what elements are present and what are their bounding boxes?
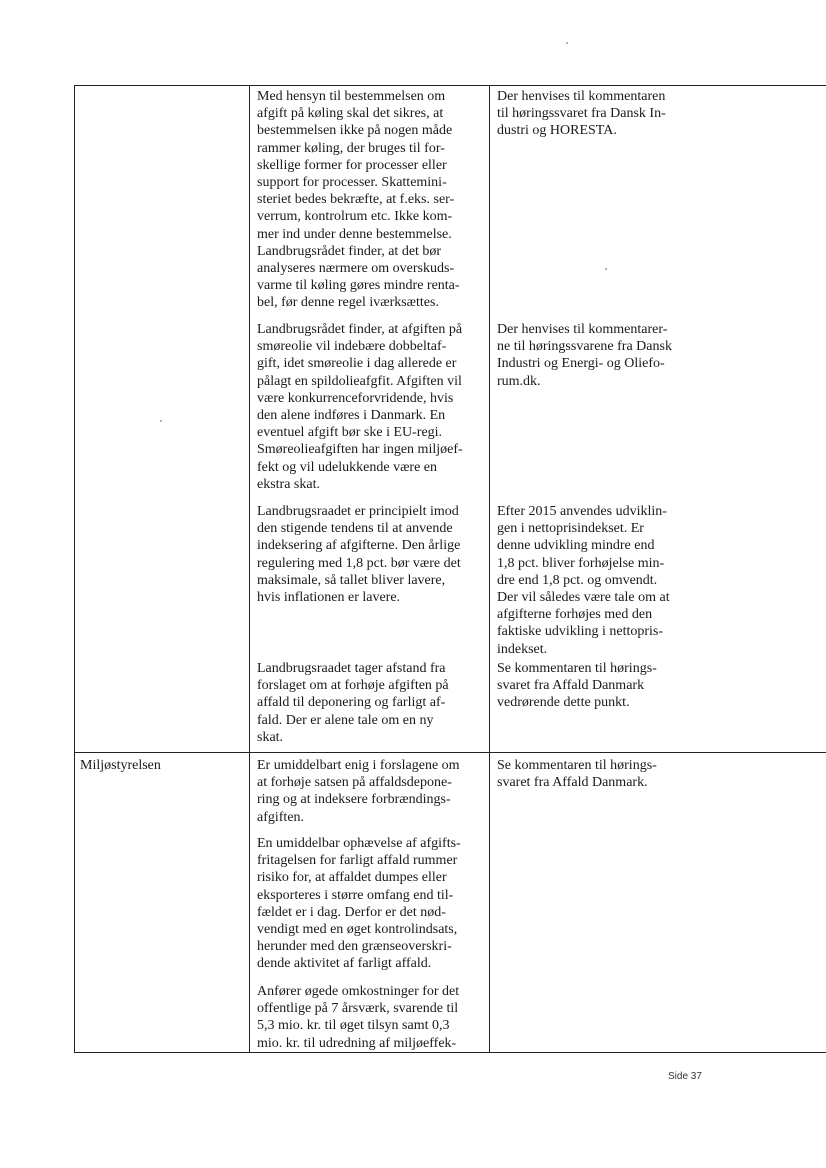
response-lubricating-oil: Der henvises til kommentarer- ne til høringssvarene fra Dansk Industri og Energi- og Oliefo- rum.dk. (497, 322, 672, 389)
scan-speck (566, 42, 568, 44)
response-waste-tax: Se kommentaren til hørings- svaret fra Affald Danmark vedrørende dette punkt. (497, 661, 657, 711)
comment-hazardous-waste: En umiddelbar ophævelse af afgifts- fritagelsen for farligt affald rummer risiko for, at affaldet dumpes eller eksporteres i større omfang end til- fældet er i dag. Derfor er det nød- vendigt med en øget kontrolindsats, herunder med den grænseoverskri- dende aktivitet af farligt affald. (257, 836, 461, 972)
response-landfill-rate: Se kommentaren til hørings- svaret fra Affald Danmark. (497, 758, 657, 791)
column-divider-2 (489, 85, 490, 1052)
response-cooling: Der henvises til kommentaren til høringssvaret fra Dansk In- dustri og HORESTA. (497, 89, 666, 139)
comment-lubricating-oil: Landbrugsrådet finder, at afgiften på smøreolie vil indebære dobbeltaf- gift, idet smøreolie i dag allerede er pålagt en spildolieafgfit. Afgiften vil være konkurrenceforvridende, hvis den alene indføres i Danmark. En eventuel afgift bør ske i EU-regi. Smøreolieafgiften har ingen miljøef- fekt og vil udelukkende være en ekstra skat. (257, 322, 463, 492)
comment-waste-tax: Landbrugsraadet tager afstand fra forslaget om at forhøje afgiften på affald til deponering og farligt af- fald. Der er alene tale om en ny skat. (257, 661, 449, 745)
column-divider-1 (249, 85, 250, 1052)
comment-landfill-rate: Er umiddelbart enig i forslagene om at forhøje satsen på affaldsdepone- ring og at indeksere forbrændings- afgiften. (257, 758, 460, 825)
scan-speck (605, 268, 607, 270)
comment-public-costs: Anfører øgede omkostninger for det offentlige på 7 årsværk, svarende til 5,3 mio. kr. til øget tilsyn samt 0,3 mio. kr. til udredning af miljøeffek- (257, 984, 460, 1051)
comment-indexation: Landbrugsraadet er principielt imod den stigende tendens til at anvende indeksering af afgifterne. Den årlige regulering med 1,8 pct. bør være det maksimale, så tallet bliver lavere, hvis inflationen er lavere. (257, 504, 461, 606)
page-number: Side 37 (668, 1071, 702, 1082)
row-divider (74, 752, 826, 753)
scan-speck (160, 420, 162, 422)
response-indexation: Efter 2015 anvendes udviklin- gen i nettoprisindekset. Er denne udvikling mindre end 1,8 pct. bliver forhøjelse min- dre end 1,8 pct. og omvendt. Der vil således være tale om at afgifterne forhøjes med den faktiske udvikling i nettopris- indekset. (497, 504, 670, 657)
organization-name: Miljøstyrelsen (80, 758, 161, 773)
comment-cooling: Med hensyn til bestemmelsen om afgift på køling skal det sikres, at bestemmelsen ikke på nogen måde rammer køling, der bruges til for- skellige former for processer eller support for processer. Skattemini- steriet bedes bekræfte, at f.eks. ser- verrum, kontrolrum etc. Ikke kom- mer ind under denne bestemmelse. Landbrugsrådet finder, at det bør analyseres nærmere om overskuds- varme til køling gøres mindre renta- bel, før denne regel iværksættes. (257, 89, 460, 311)
